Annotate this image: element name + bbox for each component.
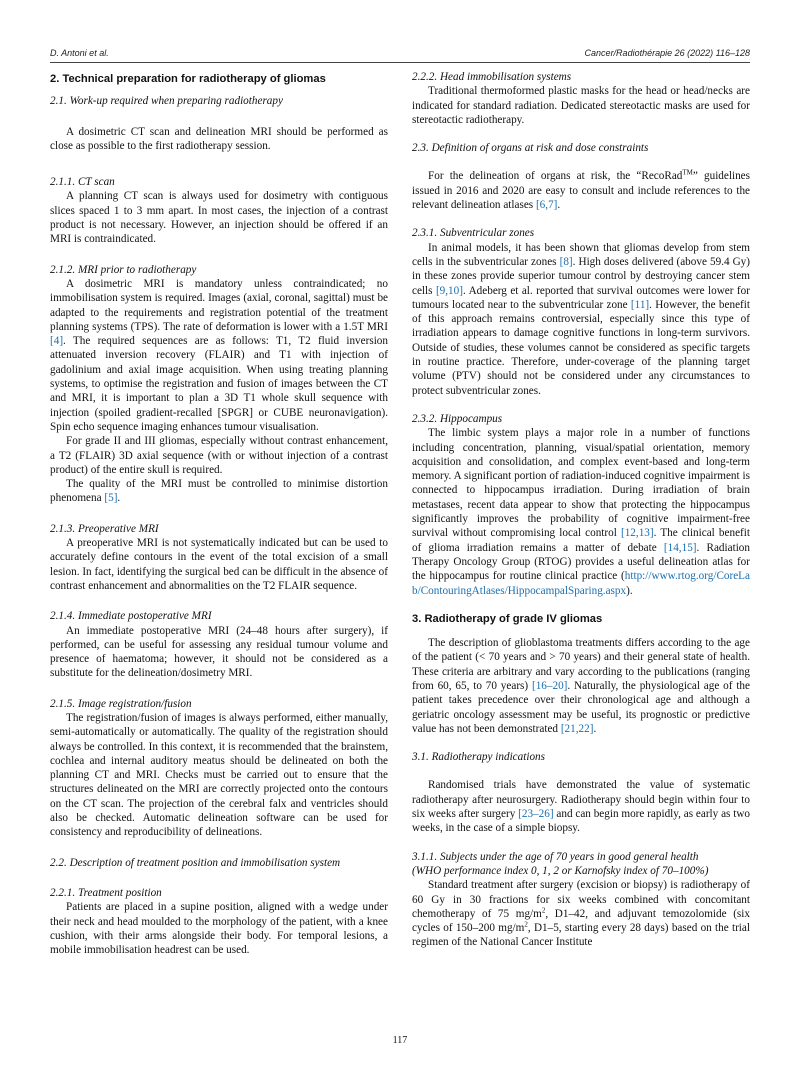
- section-2-1-2-paragraph-2: For grade II and III gliomas, especially without contrast enhancement, a T2 (FLAIR) 3D axial sequence (with or without injection of a contrast product) of the entire skull is required.: [50, 435, 388, 476]
- running-header-journal: Cancer/Radiothérapie 26 (2022) 116–128: [584, 48, 750, 58]
- section-3-1-1-paragraph: Standard treatment after surgery (excision or biopsy) is radiotherapy of 60 Gy in 30 fractions for six weeks combined with concomitant chemotherapy of 75 $mg/m^2$, D1–42, and adjuvant temozolomide (six cycles of 150–200 $mg/m^2$, D1–5, starting every 28 days) based on the trial regimen of the National Cancer Institute: [412, 879, 750, 949]
- section-2-1-2-paragraph-1: A dosimetric MRI is mandatory unless contraindicated; no immobilisation system is required. Images (axial, coronal, sagittal) must be adapted to the requirements and registration potential of the treatment planning systems (TPS). The rate of deformation is lower with a 1.5T MRI [4]. The required sequences are as follows: T1, T2 fluid inversion attenuated inversion recovery (FLAIR) and T1 with injection of gadolinium and axial image acquisition. When using treating planning systems, to optimise the registration and fusion of images between the CT and MRI, it is important to plan a 3D T1 whole skull sequence with injection (spoiled gradient-recalled [SPGR] or CUBE neuronavigation). Spin echo sequence imaging enhances tumour visualisation.: [50, 277, 388, 433]
- citation-link[interactable]: [23–26]: [518, 808, 554, 821]
- citation-link[interactable]: [11]: [630, 298, 650, 311]
- citation-link[interactable]: [9,10]: [435, 284, 463, 297]
- citation-link[interactable]: [8]: [559, 255, 573, 268]
- citation-link[interactable]: [12,13]: [620, 527, 654, 540]
- section-2-3-paragraph: For the delineation of organs at risk, the “RecoRad™” guidelines issued in 2016 and 2020 are easy to consult and include references to the relevant delineation atlases [6,7].: [412, 168, 750, 212]
- citation-link[interactable]: [5]: [104, 492, 118, 505]
- section-2-3-1-heading: 2.3.1. Subventricular zones: [412, 227, 535, 240]
- right-column: [412, 70, 750, 950]
- section-2-2-heading: 2.2. Description of treatment position and immobilisation system: [50, 856, 341, 869]
- section-2-2-2-paragraph: Traditional thermoformed plastic masks for the head or head/necks are indicated for standard radiation. Dedicated stereotactic masks are used for stereotactic radiotherapy.: [412, 85, 750, 126]
- section-2-1-3-heading: 2.1.3. Preoperative MRI: [50, 522, 159, 535]
- page-number: 117: [392, 1035, 408, 1046]
- section-2-1-1-heading: 2.1.1. CT scan: [50, 176, 115, 189]
- section-2-1-2-heading: 2.1.2. MRI prior to radiotherapy: [50, 263, 197, 276]
- section-2-3-heading: 2.3. Definition of organs at risk and dose constraints: [412, 142, 649, 155]
- citation-link[interactable]: [21,22]: [560, 722, 594, 735]
- section-2-1-paragraph: A dosimetric CT scan and delineation MRI should be performed as close as possible to the first radiotherapy session.: [50, 125, 388, 152]
- section-2-1-4-heading: 2.1.4. Immediate postoperative MRI: [50, 610, 212, 623]
- header-rule: [50, 62, 750, 63]
- section-2-3-2-paragraph: The limbic system plays a major role in a number of functions including concentration, planning, visual/spatial orientation, memory acquisition and consolidation, and complex event-based and long-term memory. A significant portion of radiation-induced cognitive impairment is connected to hippocampus irradiation. During irradiation of brain metastases, recent data appear to show that protecting the hippocampus significantly improves the probability of cognitive impairment-free survival without compromising local control [12,13]. The clinical benefit of glioma irradiation remains a matter of debate [14,15]. Radiation Therapy Oncology Group (RTOG) provides a useful delineation atlas for the hippocampus for routine clinical practice (http://www.rtog.org/CoreLab/ContouringAtlases/HippocampalSparing.aspx).: [412, 427, 750, 597]
- running-header-authors: D. Antoni et al.: [50, 48, 109, 58]
- section-2-1-2-paragraph-3: The quality of the MRI must be controlled to minimise distortion phenomena [5].: [50, 478, 388, 505]
- section-2-3-1-paragraph: In animal models, it has been shown that gliomas develop from stem cells in the subventricular zones [8]. High doses delivered (above 59.4 Gy) in these zones provide superior tumour control by destroying cancer stem cells [9,10]. Adeberg et al. reported that survival outcomes were lower for tumours located near to the subventricular zone [11]. However, the benefit of this approach remains controversial, especially since this type of irradiation appears to damage cognitive functions in long-term survivors. Outside of studies, these volumes cannot be considered as specific targets in routine practice. Therefore, under-coverage of the planning target volume (PTV) should not be considered under any circumstances to protect subventricular zones.: [412, 241, 750, 397]
- citation-link[interactable]: [4]: [50, 335, 64, 348]
- section-2-2-1-paragraph: Patients are placed in a supine position, aligned with a wedge under their neck and head moulded to the morphology of the patient, with a knee cushion, with their arms alongside their body. For temporal lesions, a mobile immobilisation headrest can be used.: [50, 901, 388, 957]
- section-2-1-heading: 2.1. Work-up required when preparing radiotherapy: [50, 95, 283, 108]
- rtog-atlas-link[interactable]: http://www.rtog.org/CoreLab/ContouringAtlases/HippocampalSparing.aspx: [412, 570, 750, 597]
- section-3-1-1-heading-line-2: (WHO performance index 0, 1, 2 or Karnofsky index of 70–100%): [412, 864, 709, 877]
- left-column: [50, 70, 388, 957]
- section-3-heading: 3. Radiotherapy of grade IV gliomas: [412, 612, 603, 625]
- section-2-1-5-paragraph: The registration/fusion of images is always performed, either manually, semi-automatically or automatically. The quality of the registration should always be controlled. In this context, it is recommended that the brainstem, cochlea and internal auditory meatus should be delineated on both the planning CT and MRI. Checks must be carried out to ensure that the structures delineated on the MRI are correctly projected onto the contours on the CT scan. The projection of the cerebral falx and ventricles should also be checked. Automatic delineation software can be used for consistency and reproducibility of delineations.: [50, 711, 388, 839]
- section-2-3-2-heading: 2.3.2. Hippocampus: [412, 412, 503, 425]
- section-2-2-1-heading: 2.2.1. Treatment position: [50, 886, 162, 899]
- section-3-1-paragraph: Randomised trials have demonstrated the value of systematic radiotherapy after neurosurgery. Radiotherapy should begin within four to six weeks after surgery [23–26] and can begin more rapidly, as early as two weeks, in the case of a simple biopsy.: [412, 779, 750, 835]
- section-3-1-1-heading-line-1: 3.1.1. Subjects under the age of 70 years in good general health: [412, 850, 699, 863]
- section-2-1-5-heading: 2.1.5. Image registration/fusion: [50, 697, 192, 710]
- section-2-2-2-heading: 2.2.2. Head immobilisation systems: [412, 71, 572, 83]
- citation-link[interactable]: [16–20]: [531, 679, 568, 692]
- section-2-1-4-paragraph: An immediate postoperative MRI (24–48 hours after surgery), if performed, can be useful for assessing any residual tumour volume and presence of haematoma; however, it should not be considered as a substitute for the delineation/dosimetry MRI.: [50, 624, 388, 680]
- section-3-paragraph: The description of glioblastoma treatments differs according to the age of the patient (< 70 years and > 70 years) and their general state of health. These criteria are arbitrary and vary according to the publications (ranging from 60, 65, to 70 years) [16–20]. Naturally, the physiological age of the patient takes precedence over their chronological age and although a geriatric oncology assessment may be useful, its prognostic or predictive value has not been demonstrated [21,22].: [412, 637, 750, 735]
- citation-link[interactable]: [14,15]: [663, 541, 697, 554]
- section-2-1-3-paragraph: A preoperative MRI is not systematically indicated but can be used to accurately define contours in the event of the total excision of a small lesion. In fact, identifying the surgical bed can be difficult in the absence of contrast enhancement and abnormalities on the T2 FLAIR sequence.: [50, 537, 388, 592]
- citation-link[interactable]: [6,7]: [535, 199, 558, 212]
- section-2-1-1-paragraph: A planning CT scan is always used for dosimetry with contiguous slices spaced 1 to 3 mm apart. In most cases, the injection of a contrast product is not necessary. However, an injection should be offered if an MRI is contraindicated.: [50, 190, 388, 246]
- section-3-1-heading: 3.1. Radiotherapy indications: [412, 751, 545, 764]
- section-2-heading: 2. Technical preparation for radiotherapy of gliomas: [50, 73, 326, 85]
